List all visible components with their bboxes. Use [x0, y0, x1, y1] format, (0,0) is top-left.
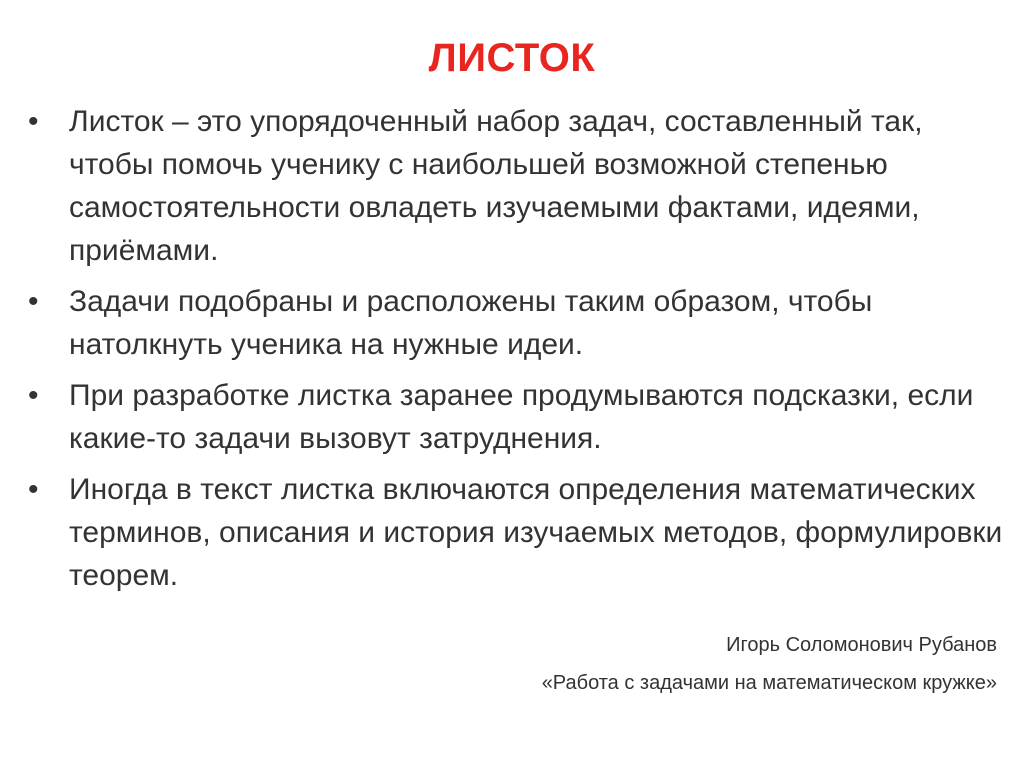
bullet-text: При разработке листка заранее продумываются подсказки, если какие-то задачи вызовут затруднения. — [69, 379, 974, 455]
bullet-icon: • — [28, 473, 39, 506]
bullet-item — [28, 280, 1008, 366]
bullet-text: Задачи подобраны и расположены таким образом, чтобы натолкнуть ученика на нужные идеи. — [69, 285, 873, 361]
bullet-icon: • — [28, 379, 39, 412]
bullet-item — [28, 374, 1008, 460]
bullet-icon: • — [28, 105, 39, 138]
bullet-icon: • — [28, 285, 39, 318]
bullet-list — [28, 100, 1008, 605]
bullet-item — [28, 468, 1008, 597]
bullet-item — [28, 100, 1008, 272]
slide-title: ЛИСТОК — [428, 36, 596, 80]
bullet-text: Иногда в текст листка включаются определения математических терминов, описания и история изучаемых методов, формулировки теорем. — [69, 473, 1003, 592]
attribution-author: Игорь Соломонович Рубанов — [726, 634, 997, 656]
attribution — [542, 626, 997, 702]
attribution-source: «Работа с задачами на математическом кружке» — [541, 672, 997, 694]
bullet-text: Листок – это упорядоченный набор задач, составленный так, чтобы помочь ученику с наибольшей возможной степенью самостоятельности овладеть изучаемыми фактами, идеями, приёмами. — [69, 105, 923, 267]
